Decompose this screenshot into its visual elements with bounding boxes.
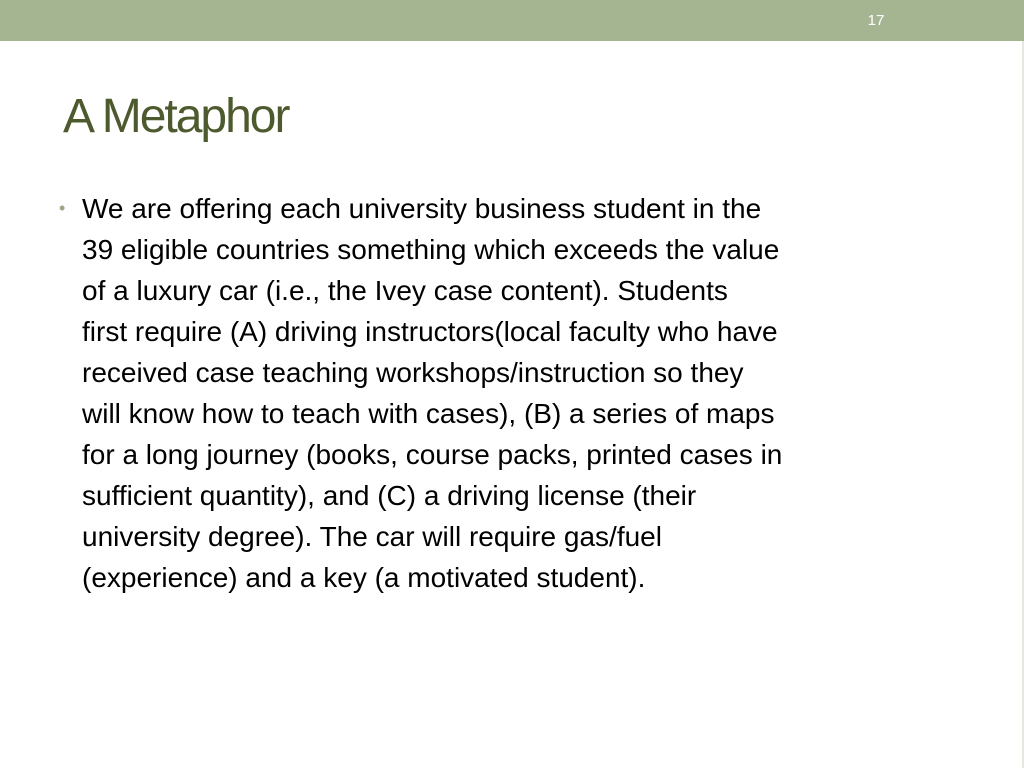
bullet-line-6: will know how to teach with cases), (B) a series of maps [82, 398, 775, 429]
bullet-line-1: We are offering each university business student in the [82, 193, 762, 224]
slide-number: 17 [867, 12, 885, 29]
bullet-line-4: first require (A) driving instructors(local faculty who have [82, 316, 778, 347]
bullet-line-9: university degree). The car will require gas/fuel [82, 521, 662, 552]
bullet-line-3: of a luxury car (i.e., the Ivey case content). Students [82, 275, 728, 306]
bullet-line-7: for a long journey (books, course packs, printed cases in [82, 439, 783, 470]
bullet-line-10: (experience) and a key (a motivated student). [82, 562, 646, 593]
bullet-line-5: received case teaching workshops/instruction so they [82, 357, 744, 388]
bullet-line-2: 39 eligible countries something which exceeds the value [82, 234, 780, 265]
bullet-line-8: sufficient quantity), and (C) a driving license (their [82, 480, 697, 511]
bullet-item [59, 188, 952, 598]
bullet-marker: • [59, 198, 66, 218]
slide-title: A Metaphor [63, 90, 289, 143]
top-bar [0, 0, 1024, 41]
bullet-list [59, 188, 952, 598]
